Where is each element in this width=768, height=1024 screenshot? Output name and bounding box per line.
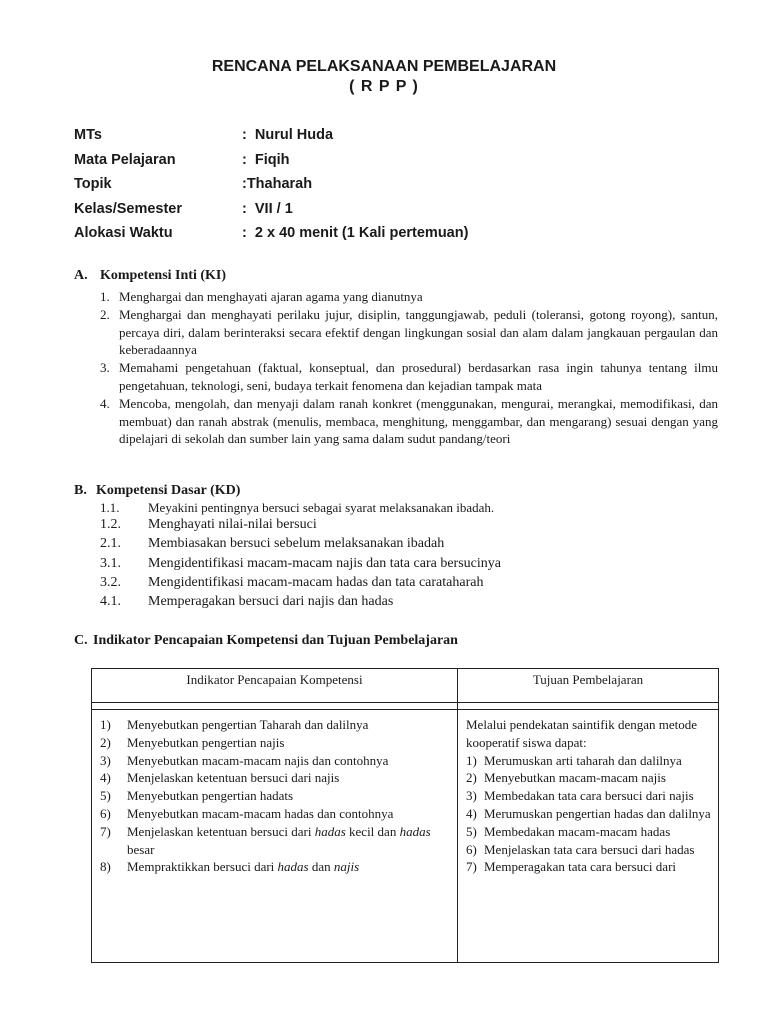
tujuan-cell (458, 710, 719, 963)
section-title: Indikator Pencapaian Kompetensi dan Tujuan Pembelajaran (93, 633, 458, 648)
indikator-cell (92, 710, 458, 963)
item-text-part: kecil dan (345, 823, 400, 839)
tujuan-intro: Melalui pendekatan saintifik dengan metode kooperatif siswa dapat: (466, 717, 698, 750)
list-item (100, 787, 451, 805)
item-text: Menyebutkan pengertian Taharah dan dalilnya (127, 717, 369, 732)
document-title: RENCANA PELAKSANAAN PEMBELAJARAN (211, 58, 557, 75)
list-item (466, 841, 712, 859)
item-number: 2.1. (100, 536, 121, 552)
item-number: 2) (466, 770, 477, 786)
info-row-topic (74, 176, 714, 201)
item-number: 8) (100, 859, 111, 875)
ki-list (100, 288, 718, 448)
list-item (100, 306, 718, 359)
info-label: Topik (74, 176, 112, 192)
table-row (92, 710, 719, 963)
document-subtitle: ( R P P ) (349, 78, 419, 95)
section-c-heading (74, 633, 458, 649)
info-label: Mata Pelajaran (74, 151, 176, 168)
item-number: 1.2. (100, 517, 121, 532)
item-number: 1. (100, 289, 110, 304)
item-text: Membiasakan bersuci sebelum melaksanakan ibadah (148, 536, 445, 552)
item-text: Merumuskan arti taharah dan dalilnya (484, 752, 682, 768)
list-item (100, 359, 718, 395)
list-item (100, 752, 451, 770)
item-number: 3) (466, 788, 477, 804)
item-text: Menyebutkan pengertian hadats (127, 788, 294, 804)
item-number: 5) (466, 823, 477, 839)
item-text: Membedakan tata cara bersuci dari najis (484, 788, 694, 804)
indicator-table (91, 668, 719, 963)
item-text: Menghargai dan menghayati ajaran agama yang dianutnya (119, 289, 423, 304)
item-number: 6) (466, 841, 477, 857)
section-title: Kompetensi Inti (KI) (100, 268, 226, 283)
item-number: 1) (100, 717, 111, 732)
list-item (100, 858, 451, 876)
info-value: : Fiqih (242, 151, 290, 168)
info-row-class (74, 201, 714, 226)
item-text-italic: najis (333, 859, 360, 875)
section-b-heading (74, 483, 240, 499)
item-text: Memperagakan bersuci dari najis dan hadas (148, 594, 394, 610)
section-letter: B. (74, 483, 87, 498)
item-text-part: Menjelaskan ketentuan bersuci dari (127, 823, 315, 839)
identity-block (74, 127, 714, 250)
item-number: 2) (100, 734, 111, 750)
list-item (100, 716, 451, 734)
list-item (466, 752, 712, 770)
item-text-italic: hadas (314, 823, 346, 839)
item-text: Meyakini pentingnya bersuci sebagai syarat melaksanakan ibadah. (148, 500, 495, 515)
info-value: : VII / 1 (242, 200, 293, 217)
item-number: 3.1. (100, 555, 121, 571)
list-item (100, 395, 718, 448)
item-text: Menyebutkan macam-macam najis dan contohnya (127, 752, 389, 768)
item-number: 1) (466, 752, 477, 768)
item-number: 3.2. (100, 574, 121, 590)
item-number: 3) (100, 752, 111, 768)
table-gap-row (92, 703, 719, 710)
section-a-heading (74, 268, 226, 284)
item-text: Membedakan macam-macam hadas (484, 823, 671, 839)
item-text: Mengidentifikasi macam-macam hadas dan tata carataharah (148, 574, 484, 590)
item-text: Merumuskan pengertian hadas dan dalilnya (484, 805, 711, 821)
list-item (100, 734, 451, 752)
item-text: Mengidentifikasi macam-macam najis dan tata cara bersucinya (148, 555, 501, 571)
item-number: 4. (100, 395, 110, 411)
info-label: Kelas/Semester (74, 200, 183, 217)
list-item (466, 858, 712, 876)
item-text: Mencoba, mengolah, dan menyaji dalam ranah konkret (menggunakan, mengurai, merangkai, memodifikasi, dan membuat) dan ranah abstrak (menulis, membaca, menghitung, menggambar, dan mengarang) sesuai dengan yang dipelajari di sekolah dan sumber lain yang sama dalam sudut pandang/teori (119, 395, 718, 447)
item-text: Menghargai dan menghayati perilaku jujur, disiplin, tanggungjawab, peduli (toleransi, gotong royong), santun, percaya diri, dalam berinteraksi secara efektif dengan lingkungan sosial dan alam dalam jangkauan pergaulan dan keberadaannya (119, 306, 718, 358)
item-text: Memperagakan tata cara bersuci dari (484, 859, 677, 875)
item-text: Menjelaskan ketentuan bersuci dari najis (127, 770, 340, 786)
item-number: 4.1. (100, 594, 121, 610)
item-number: 6) (100, 805, 111, 821)
table-header-tujuan: Tujuan Pembelajaran (458, 669, 719, 703)
list-item (466, 805, 712, 823)
item-number: 2. (100, 306, 110, 322)
section-title: Kompetensi Dasar (KD) (96, 483, 241, 498)
section-letter: C. (74, 633, 88, 648)
info-value: : Nurul Huda (242, 127, 334, 143)
item-text: Menghayati nilai-nilai bersuci (148, 517, 317, 532)
list-item (466, 823, 712, 841)
item-number: 4) (466, 805, 477, 821)
list-item (100, 769, 451, 787)
item-text: Menyebutkan macam-macam najis (484, 770, 666, 786)
item-text: Menyebutkan macam-macam hadas dan contohnya (127, 805, 394, 821)
item-number: 3. (100, 360, 110, 376)
item-text-italic: hadas (277, 859, 309, 875)
item-text: Memahami pengetahuan (faktual, konseptual, dan prosedural) berdasarkan rasa ingin tahunya tentang ilmu pengetahuan, teknologi, seni, budaya terkait fenomena dan kejadian tampak mata (119, 360, 718, 393)
info-row-subject (74, 152, 714, 177)
item-text-italic: hadas (399, 823, 431, 839)
info-label: Alokasi Waktu (74, 225, 173, 241)
item-number: 7) (466, 859, 477, 875)
info-label: MTs (74, 127, 102, 143)
item-text-part: Mempraktikkan bersuci dari (127, 859, 278, 875)
table-header-indikator: Indikator Pencapaian Kompetensi (92, 669, 458, 703)
list-item (466, 787, 712, 805)
item-number: 5) (100, 788, 111, 804)
info-value: : 2 x 40 menit (1 Kali pertemuan) (242, 225, 469, 241)
item-text: Menyebutkan pengertian najis (127, 734, 285, 750)
item-number: 7) (100, 823, 111, 839)
item-text: Menjelaskan tata cara bersuci dari hadas (484, 841, 695, 857)
info-value: :Thaharah (242, 176, 313, 192)
list-item (100, 288, 718, 306)
section-letter: A. (74, 268, 88, 283)
item-number: 1.1. (100, 500, 120, 515)
item-text-part: dan (308, 859, 334, 875)
item-number: 4) (100, 770, 111, 786)
info-row-time (74, 225, 714, 250)
info-row-school (74, 127, 714, 152)
table-header-row (92, 669, 719, 703)
list-item (466, 769, 712, 787)
list-item (100, 823, 451, 859)
item-text-part: besar (127, 841, 155, 857)
list-item (100, 805, 451, 823)
